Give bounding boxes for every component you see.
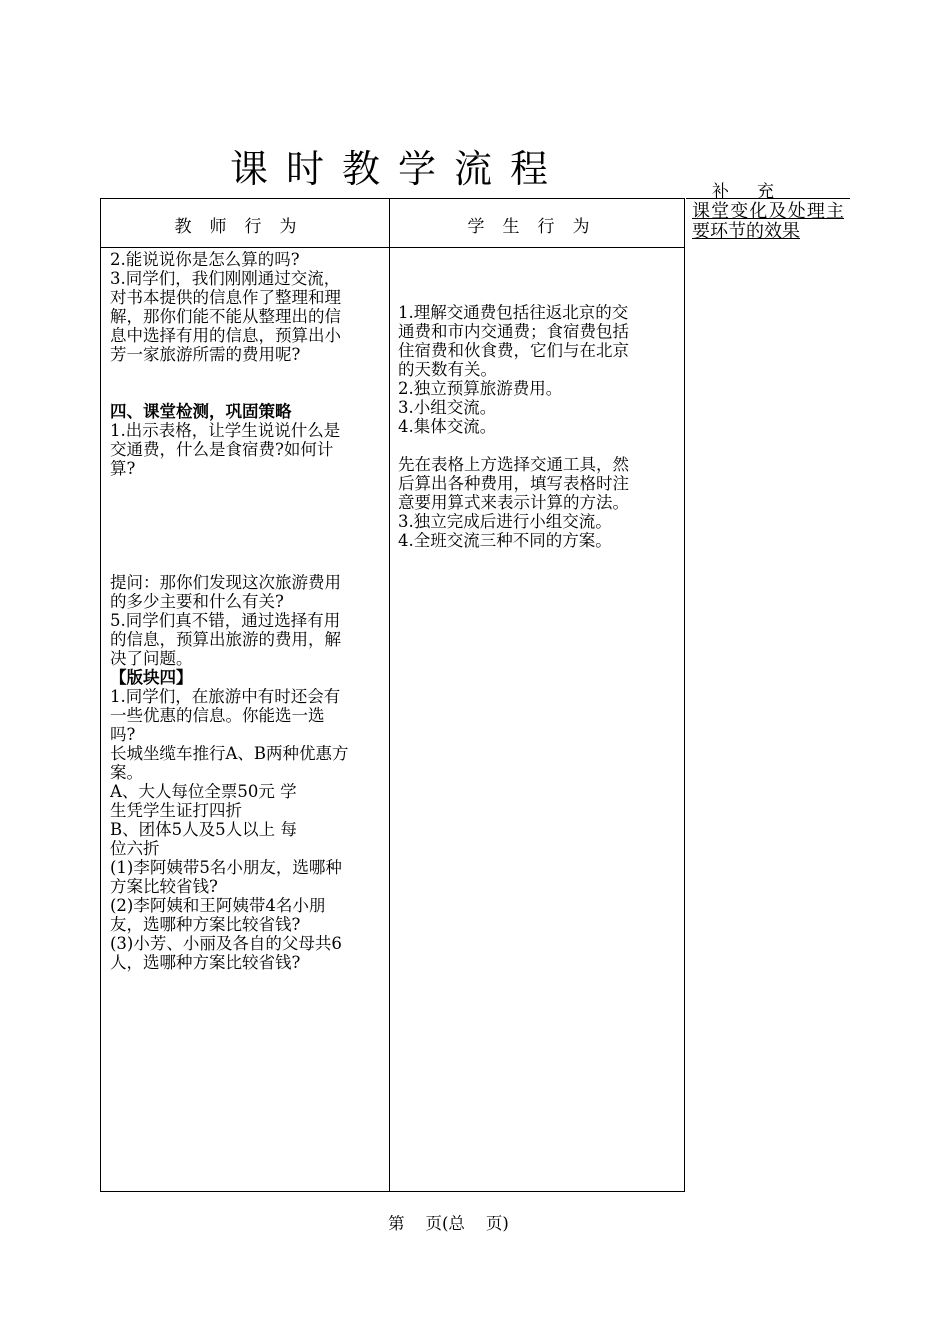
text-line: 方案比较省钱? bbox=[110, 877, 218, 896]
text-line: 位六折 bbox=[110, 839, 160, 858]
supplement-rule bbox=[686, 198, 850, 199]
text-line: 4.全班交流三种不同的方案。 bbox=[398, 531, 612, 550]
teacher-column-header: 教师行为 bbox=[174, 217, 315, 237]
text-line: 对书本提供的信息作了整理和理 bbox=[110, 288, 341, 307]
text-line: 2.能说说你是怎么算的吗? bbox=[110, 250, 300, 269]
supplement-heading: 补充 bbox=[712, 182, 802, 202]
text-line: 后算出各种费用，填写表格时注 bbox=[398, 474, 629, 493]
text-line: 案。 bbox=[110, 763, 143, 782]
text-line: 1.理解交通费包括往返北京的交 bbox=[398, 303, 629, 322]
text-line bbox=[110, 535, 384, 554]
text-line bbox=[398, 436, 680, 455]
text-line: 的多少主要和什么有关? bbox=[110, 592, 284, 611]
teacher-column bbox=[110, 250, 384, 972]
supplement-label: 课堂变化及处理主要环节的效果 bbox=[692, 201, 844, 242]
text-line: 意要用算式来表示计算的方法。 bbox=[398, 493, 629, 512]
page-footer: 第 页(总 页) bbox=[388, 1214, 509, 1233]
text-line: (3)小芳、小丽及各自的父母共6 bbox=[110, 934, 342, 953]
text-line: 人，选哪种方案比较省钱? bbox=[110, 953, 301, 972]
text-line: 的信息，预算出旅游的费用，解 bbox=[110, 630, 341, 649]
text-line: 吗? bbox=[110, 725, 136, 744]
text-line: 提问：那你们发现这次旅游费用 bbox=[110, 573, 341, 592]
column-divider bbox=[389, 198, 390, 1192]
text-line bbox=[110, 383, 384, 402]
text-line: 【版块四】 bbox=[110, 668, 193, 687]
text-line: 3.同学们，我们刚刚通过交流， bbox=[110, 269, 341, 288]
text-line: 的天数有关。 bbox=[398, 360, 497, 379]
text-line: 芳一家旅游所需的费用呢? bbox=[110, 345, 301, 364]
text-line: 一些优惠的信息。你能选一选 bbox=[110, 706, 325, 725]
text-line: 5.同学们真不错，通过选择有用 bbox=[110, 611, 341, 630]
text-line: 长城坐缆车推行A、B两种优惠方 bbox=[110, 744, 349, 763]
text-line bbox=[110, 516, 384, 535]
text-line: 友，选哪种方案比较省钱? bbox=[110, 915, 301, 934]
text-line: 1.出示表格，让学生说说什么是 bbox=[110, 421, 341, 440]
text-line: (2)李阿姨和王阿姨带4名小朋 bbox=[110, 896, 326, 915]
text-line bbox=[110, 554, 384, 573]
text-line: 生凭学生证打四折 bbox=[110, 801, 242, 820]
text-line: 解，那你们能不能从整理出的信 bbox=[110, 307, 341, 326]
text-line: 4.集体交流。 bbox=[398, 417, 497, 436]
text-line: (1)李阿姨带5名小朋友，选哪种 bbox=[110, 858, 342, 877]
text-line: B、团体5人及5人以上 每 bbox=[110, 820, 297, 839]
text-line bbox=[110, 478, 384, 497]
text-line: A、大人每位全票50元 学 bbox=[110, 782, 297, 801]
text-line: 息中选择有用的信息，预算出小 bbox=[110, 326, 341, 345]
text-line: 3.小组交流。 bbox=[398, 398, 497, 417]
student-column bbox=[398, 303, 680, 550]
text-line: 算? bbox=[110, 459, 136, 478]
text-line: 先在表格上方选择交通工具，然 bbox=[398, 455, 629, 474]
text-line bbox=[110, 497, 384, 516]
text-line: 四、课堂检测，巩固策略 bbox=[110, 402, 292, 421]
text-line: 2.独立预算旅游费用。 bbox=[398, 379, 563, 398]
text-line: 决了问题。 bbox=[110, 649, 193, 668]
text-line: 交通费，什么是食宿费?如何计 bbox=[110, 440, 334, 459]
student-column-header: 学生行为 bbox=[467, 217, 608, 237]
text-line: 住宿费和伙食费，它们与在北京 bbox=[398, 341, 629, 360]
text-line bbox=[110, 364, 384, 383]
page-title: 课时教学流程 bbox=[230, 147, 567, 191]
text-line: 通费和市内交通费；食宿费包括 bbox=[398, 322, 629, 341]
text-line: 1.同学们，在旅游中有时还会有 bbox=[110, 687, 341, 706]
header-divider bbox=[100, 247, 685, 248]
text-line: 3.独立完成后进行小组交流。 bbox=[398, 512, 612, 531]
